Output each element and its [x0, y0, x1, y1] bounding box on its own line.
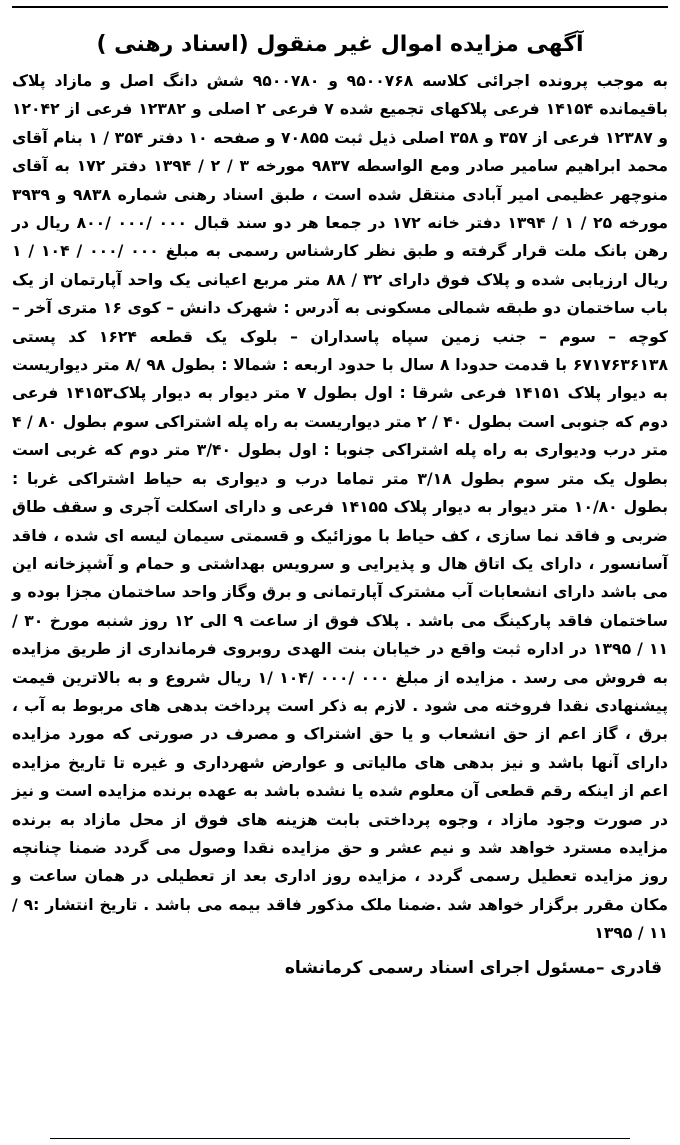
- top-divider: [12, 6, 668, 8]
- notice-body: به موجب پرونده اجرائی کلاسه ۹۵۰۰۷۶۸ و ۹۵۰۰۷۸۰ شش دانگ اصل و مازاد پلاک باقیمانده ۱۴۱۵۴ فرعی پلاکهای تجمیع شده ۷ فرعی ۲ اصلی و ۱۲۳۸۲ فرعی از ۱۲۰۴۲ و ۱۲۳۸۷ فرعی از ۳۵۷ و ۳۵۸ اصلی ذیل ثبت ۷۰۸۵۵ و صفحه ۱۰ دفتر ۳۵۴ / ۱ بنام آقای محمد ابراهیم سامیر صادر ومع الواسطه ۹۸۳۷ مورخه ۳ / ۲ / ۱۳۹۴ دفتر ۱۷۲ به آقای منوچهر عظیمی امیر آبادی منتقل شده است ، طبق اسناد رهنی شماره ۹۸۳۸ و ۳۹۳۹ مورخه ۲۵ / ۱ / ۱۳۹۴ دفتر خانه ۱۷۲ در جمعا هر دو سند قبال ۰۰۰ /۰۰۰ /۸۰۰ ریال در رهن بانک ملت قرار گرفته و طبق نظر کارشناس رسمی به مبلغ ۰۰۰ /۰۰۰ / ۱۰۴ / ۱ ریال ارزیابی شده و پلاک فوق دارای ۳۲ / ۸۸ متر مربع اعیانی یک واحد آپارتمان از یک باب ساختمان دو طبقه شمالی مسکونی به آدرس : شهرک دانش – کوی ۱۶ متری آخر – کوچه – سوم – جنب زمین سپاه پاسداران – بلوک یک قطعه ۱۶۲۴ کد پستی ۶۷۱۷۶۳۶۱۳۸ با قدمت حدودا ۸ سال با حدود اربعه : شمالا : بطول ۹۸ /۸ متر دیواریست به دیوار پلاک ۱۴۱۵۱ فرعی شرقا : اول بطول ۷ متر دیوار به دیوار پلاک۱۴۱۵۳ فرعی دوم که جنوبی است بطول ۴۰ / ۲ متر دیواریست به راه پله اشتراکی سوم بطول ۸۰ / ۴ متر درب ودیواری به راه پله اشتراکی جنوبا : اول بطول ۳/۴۰ متر دوم که غربی است بطول یک متر سوم بطول ۳/۱۸ متر تماما درب و دیواری به حیاط اشتراکی غربا : بطول ۱۰/۸۰ متر دیوار به دیوار پلاک ۱۴۱۵۵ فرعی و دارای اسکلت آجری و سقف طاق ضربی و فاقد نما سازی ، کف حیاط با موزائیک و قسمتی سیمان لیسه ای شده ، فاقد آسانسور ، دارای یک اتاق هال و پذیرایی و سرویس بهداشتی و حمام و آشپزخانه این می باشد دارای انشعابات آب مشترک آپارتمانی و برق وگاز واحد ساختمان مجزا بوده و ساختمان فاقد پارکینگ می باشد . پلاک فوق از ساعت ۹ الی ۱۲ روز شنبه مورخ ۳۰ / ۱۱ / ۱۳۹۵ در اداره ثبت واقع در خیابان بنت الهدی روبروی فرمانداری از طریق مزایده به فروش می رسد . مزایده از مبلغ ۰۰۰ /۰۰۰ /۱۰۴ /۱ ریال شروع و به بالاترین قیمت پیشنهادی نقدا فروخته می شود . لازم به ذکر است پرداخت بدهی های مربوط به آب ، برق ، گاز اعم از حق انشعاب و یا حق اشتراک و مصرف در صورتی که مورد مزایده دارای آنها باشد و نیز بدهی های مالیاتی و عوارض شهرداری و غیره تا تاریخ مزایده اعم از اینکه رقم قطعی آن معلوم شده یا نشده باشد به عهده برنده مزایده است و نیز در صورت وجود مازاد ، وجوه پرداختی بابت هزینه های فوق از محل مازاد به برنده مزایده مسترد خواهد شد و نیم عشر و حق مزایده نقدا وصول می گردد ضمنا چنانچه روز مزایده تعطیل رسمی گردد ، مزایده روز اداری بعد از تعطیلی در همان ساعت و مکان مقرر برگزار خواهد شد .ضمنا ملک مذکور فاقد بیمه می باشد . تاریخ انتشار :۹ / ۱۱ / ۱۳۹۵: [12, 72, 669, 943]
- bottom-divider: [50, 1138, 630, 1139]
- notice-title: آگهی مزایده اموال غیر منقول (اسناد رهنی ): [96, 32, 584, 57]
- notice-signature: قادری –مسئول اجرای اسناد رسمی کرمانشاه: [284, 957, 662, 978]
